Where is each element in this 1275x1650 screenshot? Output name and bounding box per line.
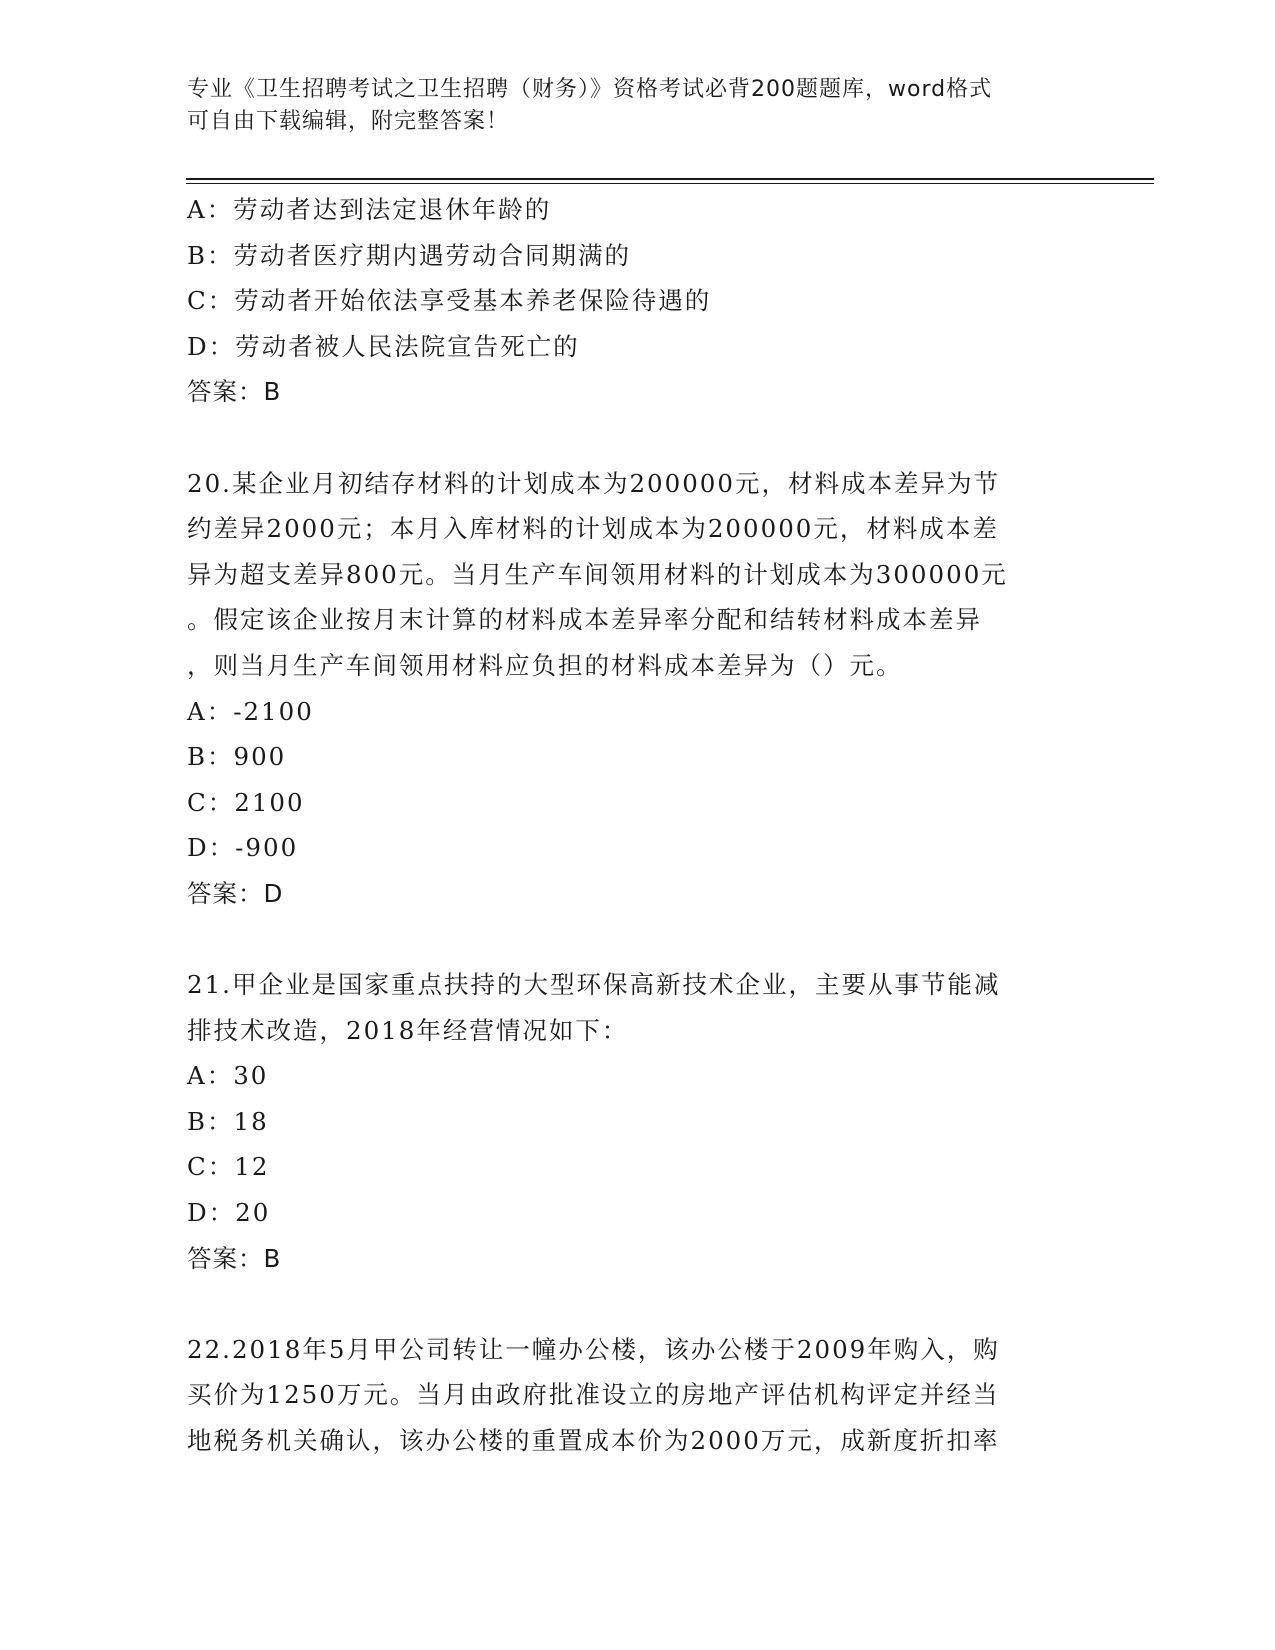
option-a: A：30 bbox=[187, 1061, 269, 1091]
option-c: C：2100 bbox=[187, 787, 305, 817]
spacer bbox=[187, 415, 1077, 461]
question-stem-line: 22.2018年5月甲公司转让一幢办公楼，该办公楼于2009年购入，购 bbox=[187, 1334, 1000, 1364]
question-list bbox=[187, 187, 1077, 1464]
option-b: B：劳动者医疗期内遇劳动合同期满的 bbox=[187, 240, 632, 270]
question-stem-line: ，则当月生产车间领用材料应负担的材料成本差异为（）元。 bbox=[187, 650, 903, 680]
question-22 bbox=[187, 1327, 1077, 1464]
header-line-1: 专业《卫生招聘考试之卫生招聘（财务）》资格考试必背200题题库，word格式 bbox=[187, 77, 993, 102]
question-21 bbox=[187, 962, 1077, 1281]
option-c: C：劳动者开始依法享受基本养老保险待遇的 bbox=[187, 286, 712, 316]
question-stem-line: 买价为1250万元。当月由政府批准设立的房地产评估机构评定并经当 bbox=[187, 1380, 1000, 1410]
question-stem-line: 地税务机关确认，该办公楼的重置成本价为2000万元，成新度折扣率 bbox=[187, 1426, 1000, 1456]
answer-line: 答案：B bbox=[187, 1243, 282, 1273]
header-line-2: 可自由下载编辑，附完整答案！ bbox=[187, 109, 510, 134]
header-divider-thick bbox=[186, 178, 1154, 180]
header-divider-thin bbox=[186, 183, 1154, 184]
question-stem-line: 。假定该企业按月末计算的材料成本差异率分配和结转材料成本差异 bbox=[187, 605, 982, 635]
question-stem-line: 异为超支差异800元。当月生产车间领用材料的计划成本为300000元 bbox=[187, 559, 1008, 589]
option-d: D：-900 bbox=[187, 833, 299, 863]
option-a: A：-2100 bbox=[187, 696, 314, 726]
answer-line: 答案：D bbox=[187, 878, 284, 908]
option-d: D：劳动者被人民法院宣告死亡的 bbox=[187, 331, 580, 361]
option-c: C：12 bbox=[187, 1152, 270, 1182]
question-stem-line: 21.甲企业是国家重点扶持的大型环保高新技术企业，主要从事节能减 bbox=[187, 970, 1001, 1000]
option-b: B：900 bbox=[187, 742, 287, 772]
option-d: D：20 bbox=[187, 1198, 271, 1228]
question-stem-line: 20.某企业月初结存材料的计划成本为200000元，材料成本差异为节 bbox=[187, 468, 1000, 498]
question-20 bbox=[187, 461, 1077, 917]
question-19 bbox=[187, 187, 1077, 415]
document-header bbox=[187, 74, 1067, 138]
question-stem-line: 排技术改造，2018年经营情况如下： bbox=[187, 1015, 629, 1045]
question-stem-line: 约差异2000元；本月入库材料的计划成本为200000元，材料成本差 bbox=[187, 514, 999, 544]
spacer bbox=[187, 917, 1077, 963]
answer-line: 答案：B bbox=[187, 377, 282, 407]
spacer bbox=[187, 1281, 1077, 1327]
option-b: B：18 bbox=[187, 1106, 269, 1136]
option-a: A：劳动者达到法定退休年龄的 bbox=[187, 195, 552, 224]
